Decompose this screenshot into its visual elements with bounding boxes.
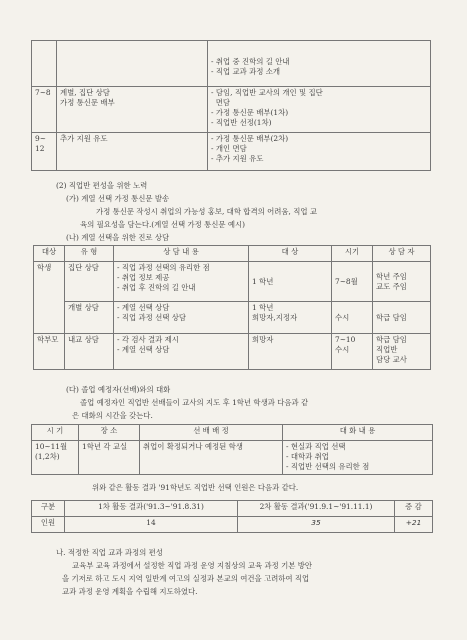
- subsection-heading: (가) 계열 선택 가정 통신문 발송: [66, 194, 170, 203]
- list-item: - 직업 과정 선택의 유리한 점: [117, 263, 210, 272]
- header-cell: 대 상: [249, 246, 332, 262]
- table-header-row: [34, 246, 431, 262]
- header-cell: 구분: [32, 501, 65, 517]
- list-item: - 대학과 취업: [286, 452, 329, 461]
- table-header-row: [32, 425, 433, 441]
- type-cell: 개별 상담: [65, 302, 114, 334]
- value-cell: +21: [395, 517, 433, 533]
- assign-cell: 취업이 확정되거나 예정된 학생: [140, 441, 283, 475]
- time-cell: 7~10 수시: [332, 334, 373, 370]
- period-cell: 7~8: [32, 87, 57, 133]
- table-header-row: [32, 501, 433, 517]
- type-cell: 집단 상담: [65, 262, 114, 302]
- section-heading: 나. 적정한 직업 교과 과정의 편성: [56, 548, 163, 557]
- subsection-heading: (나) 계열 선택을 위한 진로 상담: [66, 233, 170, 242]
- list-item: - 취업 정보 제공: [117, 273, 170, 282]
- time-cell: 수시: [332, 302, 373, 334]
- target-cell: 1 학년 희망자,지정자: [249, 302, 332, 334]
- result-table: [31, 500, 433, 533]
- counselor-cell: [373, 302, 431, 334]
- table-row: [32, 441, 433, 475]
- list-item: 학년 주임: [376, 271, 407, 281]
- time-cell: 7~8월: [332, 262, 373, 302]
- section-heading: (2) 직업반 편성을 위한 노력: [56, 181, 148, 190]
- result-intro: 위와 같은 활동 결과 '91학년도 직업반 선택 인원은 다음과 같다.: [92, 483, 299, 492]
- methods-cell: [208, 133, 431, 171]
- type-cell: 내교 상담: [65, 334, 114, 370]
- paragraph-line: 교육부 교육 과정에서 설정한 직업 과정 운영 지침상의 교육 과정 기본 방안: [72, 561, 313, 570]
- list-item: 담당 교사: [376, 355, 407, 364]
- content-cell: [114, 334, 249, 370]
- list-item: 직업반: [376, 345, 398, 354]
- time-cell: 10~11월 (1,2차): [32, 441, 79, 475]
- content-cell: [57, 41, 208, 87]
- list-item: 교도 주임: [376, 281, 407, 291]
- list-item: 학급 담임: [376, 335, 407, 344]
- counsel-table: [33, 245, 431, 370]
- list-item: - 취업 후 진학의 길 안내: [117, 283, 196, 292]
- group-cell: 학생: [34, 262, 65, 334]
- target-cell: 1 학년: [249, 262, 332, 302]
- header-cell: 선 배 배 정: [140, 425, 283, 441]
- content-cell: 추가 지원 유도: [57, 133, 208, 171]
- paragraph-line: 을 기저로 하고 도시 지역 일반계 여고의 실정과 본교의 여건을 고려하여 직업: [62, 574, 310, 583]
- counselor-cell: [373, 262, 431, 302]
- table-row: [34, 334, 431, 370]
- list-item: - 담임, 직업반 교사의 개인 및 집단: [211, 88, 323, 97]
- methods-cell: [208, 41, 431, 87]
- table-row: [32, 517, 433, 533]
- header-cell: 장 소: [79, 425, 140, 441]
- list-item: - 가정 통신문 배부(2차): [211, 134, 289, 143]
- label-cell: 인원: [32, 517, 65, 533]
- list-item: - 계열 선택 상담: [117, 345, 170, 354]
- plan-table: [31, 40, 431, 171]
- paragraph-line: 교과 과정 운영 계획을 수립해 지도하였다.: [62, 587, 198, 596]
- paragraph-line: 졸업 예정자인 직업반 선배들이 교사의 지도 후 1학년 학생과 다음과 같: [80, 398, 309, 407]
- target-cell: 희망자: [249, 334, 332, 370]
- list-item: - 직업반 선정(1차): [211, 118, 272, 127]
- list-item: - 개인 면담: [211, 144, 247, 153]
- period-cell: [32, 41, 57, 87]
- methods-cell: [208, 87, 431, 133]
- list-item: 학급 담임: [376, 312, 407, 322]
- list-item: - 취업 중 진학의 길 안내: [211, 57, 290, 66]
- table-row: [34, 262, 431, 302]
- paragraph-line: 가정 통신문 작성시 취업의 가능성 홍보, 대학 합격의 어려움, 직업 교: [96, 207, 317, 216]
- paragraph-line: 육의 필요성을 담는다.(계열 선택 가정 통신문 예시): [80, 220, 246, 229]
- period-cell: 9~ 12: [32, 133, 57, 171]
- counselor-cell: [373, 334, 431, 370]
- place-cell: 1학년 각 교실: [79, 441, 140, 475]
- header-cell: 대상: [34, 246, 65, 262]
- header-cell: 유 형: [65, 246, 114, 262]
- content-cell: [114, 262, 249, 302]
- group-cell: 학부모: [34, 334, 65, 370]
- header-cell: 증 감: [395, 501, 433, 517]
- list-item: - 직업 과정 선택 상담: [117, 313, 187, 322]
- paragraph-line: 은 대화의 시간을 갖는다.: [72, 411, 153, 420]
- table-row: [32, 41, 431, 87]
- header-cell: 2차 활동 결과('91.9.1~'91.11.1): [238, 501, 395, 517]
- list-item: - 직업반 선택의 유리한 점: [286, 462, 370, 471]
- header-cell: 대 화 내 용: [283, 425, 433, 441]
- content-cell: [114, 302, 249, 334]
- list-item: 면담: [211, 98, 230, 107]
- subsection-heading: (다) 졸업 예정자(선배)와의 대화: [66, 385, 171, 394]
- list-item: - 각 검사 결과 제시: [117, 335, 179, 344]
- header-cell: 상 담 자: [373, 246, 431, 262]
- header-cell: 상 담 내 용: [114, 246, 249, 262]
- content-cell: [283, 441, 433, 475]
- content-cell: 계별, 집단 상담 가정 통신문 배부: [57, 87, 208, 133]
- header-cell: 시 기: [32, 425, 79, 441]
- list-item: - 계열 선택 상담: [117, 303, 170, 312]
- list-item: - 추가 지원 유도: [211, 154, 264, 163]
- dialog-table: [31, 424, 433, 475]
- table-row: [34, 302, 431, 334]
- value-cell: 14: [65, 517, 238, 533]
- list-item: - 직업 교과 과정 소개: [211, 67, 281, 76]
- header-cell: 1차 활동 결과('91.3~'91.8.31): [65, 501, 238, 517]
- table-row: [32, 87, 431, 133]
- list-item: - 가정 통신문 배부(1차): [211, 108, 289, 117]
- table-row: [32, 133, 431, 171]
- list-item: - 현실과 직업 선택: [286, 442, 346, 451]
- value-cell: 35: [238, 517, 395, 533]
- header-cell: 시기: [332, 246, 373, 262]
